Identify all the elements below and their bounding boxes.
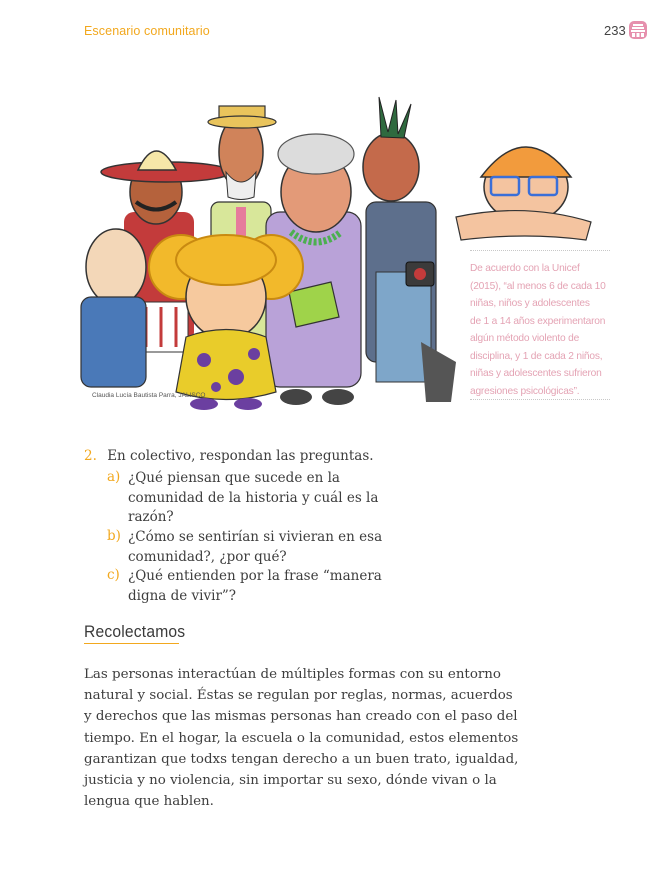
punk-man-figure bbox=[363, 97, 456, 402]
bald-boy-figure bbox=[81, 229, 146, 387]
question-letter: b) bbox=[107, 528, 121, 544]
callout-line: De acuerdo con la Unicef bbox=[470, 263, 580, 274]
question-text: ¿Qué entienden por la frase “manera digna de vivir”? bbox=[128, 568, 382, 604]
section-label: Escenario comunitario bbox=[84, 24, 210, 38]
callout-line: niñas y adolescentes sufrieron bbox=[470, 368, 602, 379]
question-letter: a) bbox=[107, 469, 121, 485]
callout-line: niñas, niños y adolescentes bbox=[470, 298, 590, 309]
boy-beanie-figure bbox=[456, 147, 591, 240]
section-title: Recolectamos bbox=[84, 622, 186, 641]
page-number: 233 bbox=[604, 23, 626, 38]
temple-icon bbox=[628, 20, 648, 40]
callout-line: de 1 a 14 años experimentaron bbox=[470, 315, 606, 327]
callout-line: disciplina, y 1 de cada 2 niños, bbox=[470, 350, 603, 362]
callout-line: (2015), “al menos 6 de cada 10 bbox=[470, 280, 606, 292]
activity-instruction-text: En colectivo, respondan las preguntas. bbox=[107, 448, 374, 464]
body-line: y derechos que las mismas personas han creado con el paso del bbox=[84, 709, 518, 725]
section-divider bbox=[84, 643, 179, 644]
body-line: garantizan que todxs tengan derecho a un buen trato, igualdad, bbox=[84, 751, 519, 767]
question-letter: c) bbox=[107, 567, 120, 583]
activity-instruction bbox=[84, 448, 374, 464]
body-line: tiempo. En el hogar, la escuela o la comunidad, estos elementos bbox=[84, 730, 519, 746]
callout-line: agresiones psicológicas”. bbox=[470, 385, 580, 397]
callout-line: algún método violento de bbox=[470, 333, 580, 344]
question-text: ¿Cómo se sentirían si vivieran en esa comunidad?, ¿por qué? bbox=[128, 529, 383, 565]
body-line: lengua que hablen. bbox=[84, 794, 214, 810]
illustration-credit: Claudia Lucía Bautista Parra, JALISCO bbox=[92, 392, 206, 399]
body-line: Las personas interactúan de múltiples formas con su entorno bbox=[84, 667, 501, 682]
body-line: natural y social. Éstas se regulan por reglas, normas, acuerdos bbox=[84, 688, 513, 704]
activity-block bbox=[84, 448, 383, 604]
activity-number: 2. bbox=[84, 448, 97, 464]
section-body bbox=[84, 664, 544, 812]
question-text: ¿Qué piensan que sucede en la comunidad de la historia y cuál es la razón? bbox=[128, 470, 379, 525]
body-line: justicia y no violencia, sin importar su sexo, dónde vivan o la bbox=[84, 773, 497, 789]
unicef-callout bbox=[470, 250, 610, 400]
